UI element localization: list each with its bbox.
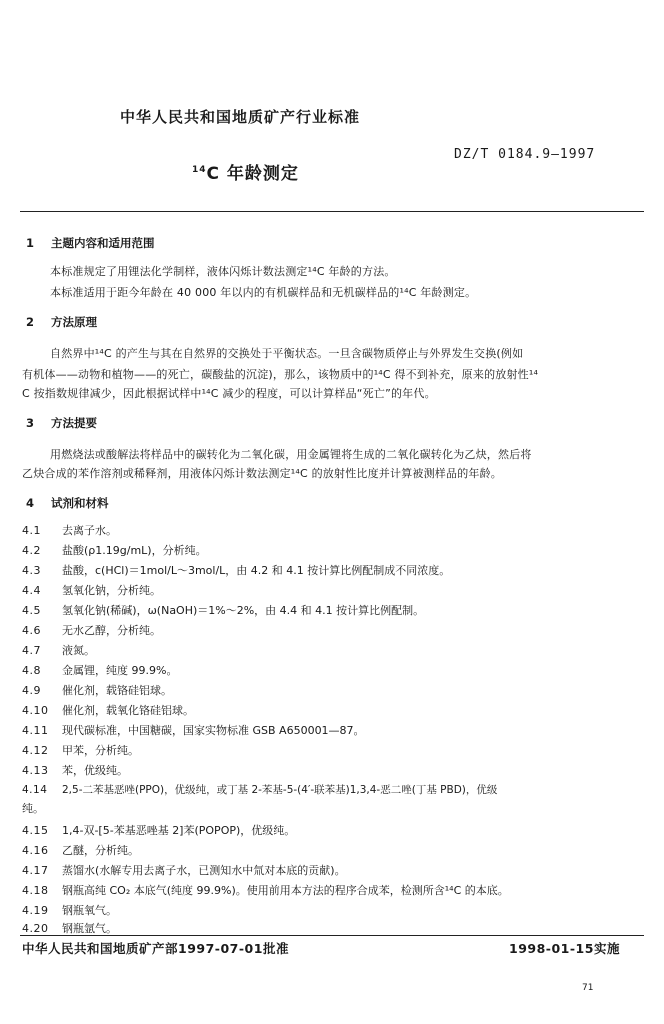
item-number: 4.3 xyxy=(22,564,41,577)
standard-code: DZ/T 0184.9—1997 xyxy=(454,147,596,162)
list-item xyxy=(22,862,346,878)
document-title xyxy=(192,159,299,184)
section-2-heading xyxy=(26,314,97,330)
item-text: 去离子水。 xyxy=(62,524,117,537)
list-item xyxy=(22,622,161,638)
item-text: 钢瓶氧气。 xyxy=(62,904,117,917)
section-2-line-2: 有机体——动物和植物——的死亡，碳酸盐的沉淀)，那么，该物质中的¹⁴C 得不到补充，原来的放射性¹⁴ xyxy=(22,368,539,381)
section-1-paragraph-1: 本标准规定了用锂法化学制样，液体闪烁计数法测定¹⁴C 年龄的方法。 xyxy=(50,265,396,278)
list-item xyxy=(22,902,117,918)
list-item xyxy=(22,682,172,698)
list-item xyxy=(22,542,207,558)
item-number: 4.8 xyxy=(22,664,41,677)
item-text: 氢氧化钠(稀碱)，ω(NaOH)＝1%～2%，由 4.4 和 4.1 按计算比例配制。 xyxy=(62,604,425,617)
item-number: 4.16 xyxy=(22,844,49,857)
section-title: 试剂和材料 xyxy=(51,496,109,510)
item-number: 4.5 xyxy=(22,604,41,617)
item-number: 4.12 xyxy=(22,744,49,757)
header-rule xyxy=(20,211,644,212)
section-3-line-2: 乙炔合成的苯作溶剂或稀释剂，用液体闪烁计数法测定¹⁴C 的放射性比度并计算被测样品的年龄。 xyxy=(22,467,502,480)
section-number: 1 xyxy=(26,236,35,250)
section-3-heading xyxy=(26,415,97,431)
section-3-line-1: 用燃烧法或酸解法将样品中的碳转化为二氧化碳，用金属锂将生成的二氧化碳转化为乙炔，然后将 xyxy=(50,448,532,461)
item-number: 4.14 xyxy=(22,784,48,796)
section-title: 主题内容和适用范围 xyxy=(51,236,155,250)
item-number: 4.17 xyxy=(22,864,49,877)
list-item xyxy=(22,822,295,838)
item-number: 4.13 xyxy=(22,764,49,777)
item-number: 4.2 xyxy=(22,544,41,557)
list-item xyxy=(22,920,117,936)
section-title: 方法提要 xyxy=(51,416,97,430)
item-number: 4.19 xyxy=(22,904,49,917)
list-item xyxy=(22,882,509,898)
item-number: 4.20 xyxy=(22,922,49,935)
item-text: 现代碳标准，中国糖碳，国家实物标准 GSB A650001—87。 xyxy=(62,724,365,737)
list-item xyxy=(22,642,95,658)
section-number: 2 xyxy=(26,315,35,329)
section-1-heading xyxy=(26,235,155,251)
item-number: 4.7 xyxy=(22,644,41,657)
section-number: 4 xyxy=(26,496,35,510)
item-number: 4.15 xyxy=(22,824,49,837)
list-item xyxy=(22,742,139,758)
item-text: 1,4-双-[5-苯基恶唑基 2]苯(POPOP)，优级纯。 xyxy=(62,824,296,837)
item-number: 4.6 xyxy=(22,624,41,637)
document-title-superscript: 14 xyxy=(192,165,207,175)
list-item xyxy=(22,662,177,678)
item-text: 纯。 xyxy=(22,802,44,815)
item-text: 催化剂，载铬硅铝球。 xyxy=(62,684,172,697)
list-item xyxy=(22,782,497,797)
item-number: 4.4 xyxy=(22,584,41,597)
item-text: 金属锂，纯度 99.9%。 xyxy=(62,664,178,677)
item-text: 蒸馏水(水解专用去离子水，已测知水中氚对本底的贡献)。 xyxy=(62,864,346,877)
item-text: 催化剂，载氧化铬硅铝球。 xyxy=(62,704,194,717)
document-title-text: C 年龄测定 xyxy=(206,164,299,184)
list-item xyxy=(22,722,365,738)
item-number: 4.10 xyxy=(22,704,49,717)
list-item xyxy=(22,562,450,578)
list-item xyxy=(22,762,128,778)
list-item-continuation xyxy=(22,800,44,816)
item-number: 4.9 xyxy=(22,684,41,697)
item-text: 钢瓶氩气。 xyxy=(62,922,117,935)
section-number: 3 xyxy=(26,416,35,430)
item-text: 氢氧化钠，分析纯。 xyxy=(62,584,161,597)
item-text: 苯，优级纯。 xyxy=(62,764,128,777)
item-number: 4.1 xyxy=(22,524,41,537)
item-text: 盐酸(ρ1.19g/mL)，分析纯。 xyxy=(62,544,207,557)
item-number: 4.18 xyxy=(22,884,49,897)
section-title: 方法原理 xyxy=(51,315,97,329)
section-2-line-3: C 按指数规律减少，因此根据试样中¹⁴C 减少的程度，可以计算样品“死亡”的年代。 xyxy=(22,387,436,400)
item-text: 钢瓶高纯 CO₂ 本底气(纯度 99.9%)。使用前用本方法的程序合成苯，检测所含¹⁴C 的本底。 xyxy=(62,884,509,897)
section-2-line-1: 自然界中¹⁴C 的产生与其在自然界的交换处于平衡状态。一旦含碳物质停止与外界发生交换(例如 xyxy=(50,347,524,360)
effective-date: 1998-01-15实施 xyxy=(509,941,620,956)
list-item xyxy=(22,522,117,538)
item-text: 液氮。 xyxy=(62,644,95,657)
section-1-paragraph-2: 本标准适用于距今年龄在 40 000 年以内的有机碳样品和无机碳样品的¹⁴C 年龄测定。 xyxy=(50,286,477,299)
item-text: 乙醚，分析纯。 xyxy=(62,844,139,857)
list-item xyxy=(22,702,194,718)
page-number: 71 xyxy=(582,983,594,993)
item-number: 4.11 xyxy=(22,724,49,737)
list-item xyxy=(22,582,161,598)
standard-header-title: 中华人民共和国地质矿产行业标准 xyxy=(120,108,361,126)
item-text: 盐酸，c(HCl)＝1mol/L～3mol/L，由 4.2 和 4.1 按计算比例配制成不同浓度。 xyxy=(62,564,451,577)
item-text: 2,5-二苯基恶唑(PPO)，优级纯，或丁基 2-苯基-5-(4′-联苯基)1,3,4-恶二唑(丁基 PBD)，优级 xyxy=(62,784,498,796)
footer-rule xyxy=(20,935,644,936)
item-text: 甲苯，分析纯。 xyxy=(62,744,139,757)
section-4-heading xyxy=(26,495,109,511)
item-text: 无水乙醇，分析纯。 xyxy=(62,624,161,637)
issue-date: 中华人民共和国地质矿产部1997-07-01批准 xyxy=(22,941,289,956)
list-item xyxy=(22,602,424,618)
list-item xyxy=(22,842,139,858)
